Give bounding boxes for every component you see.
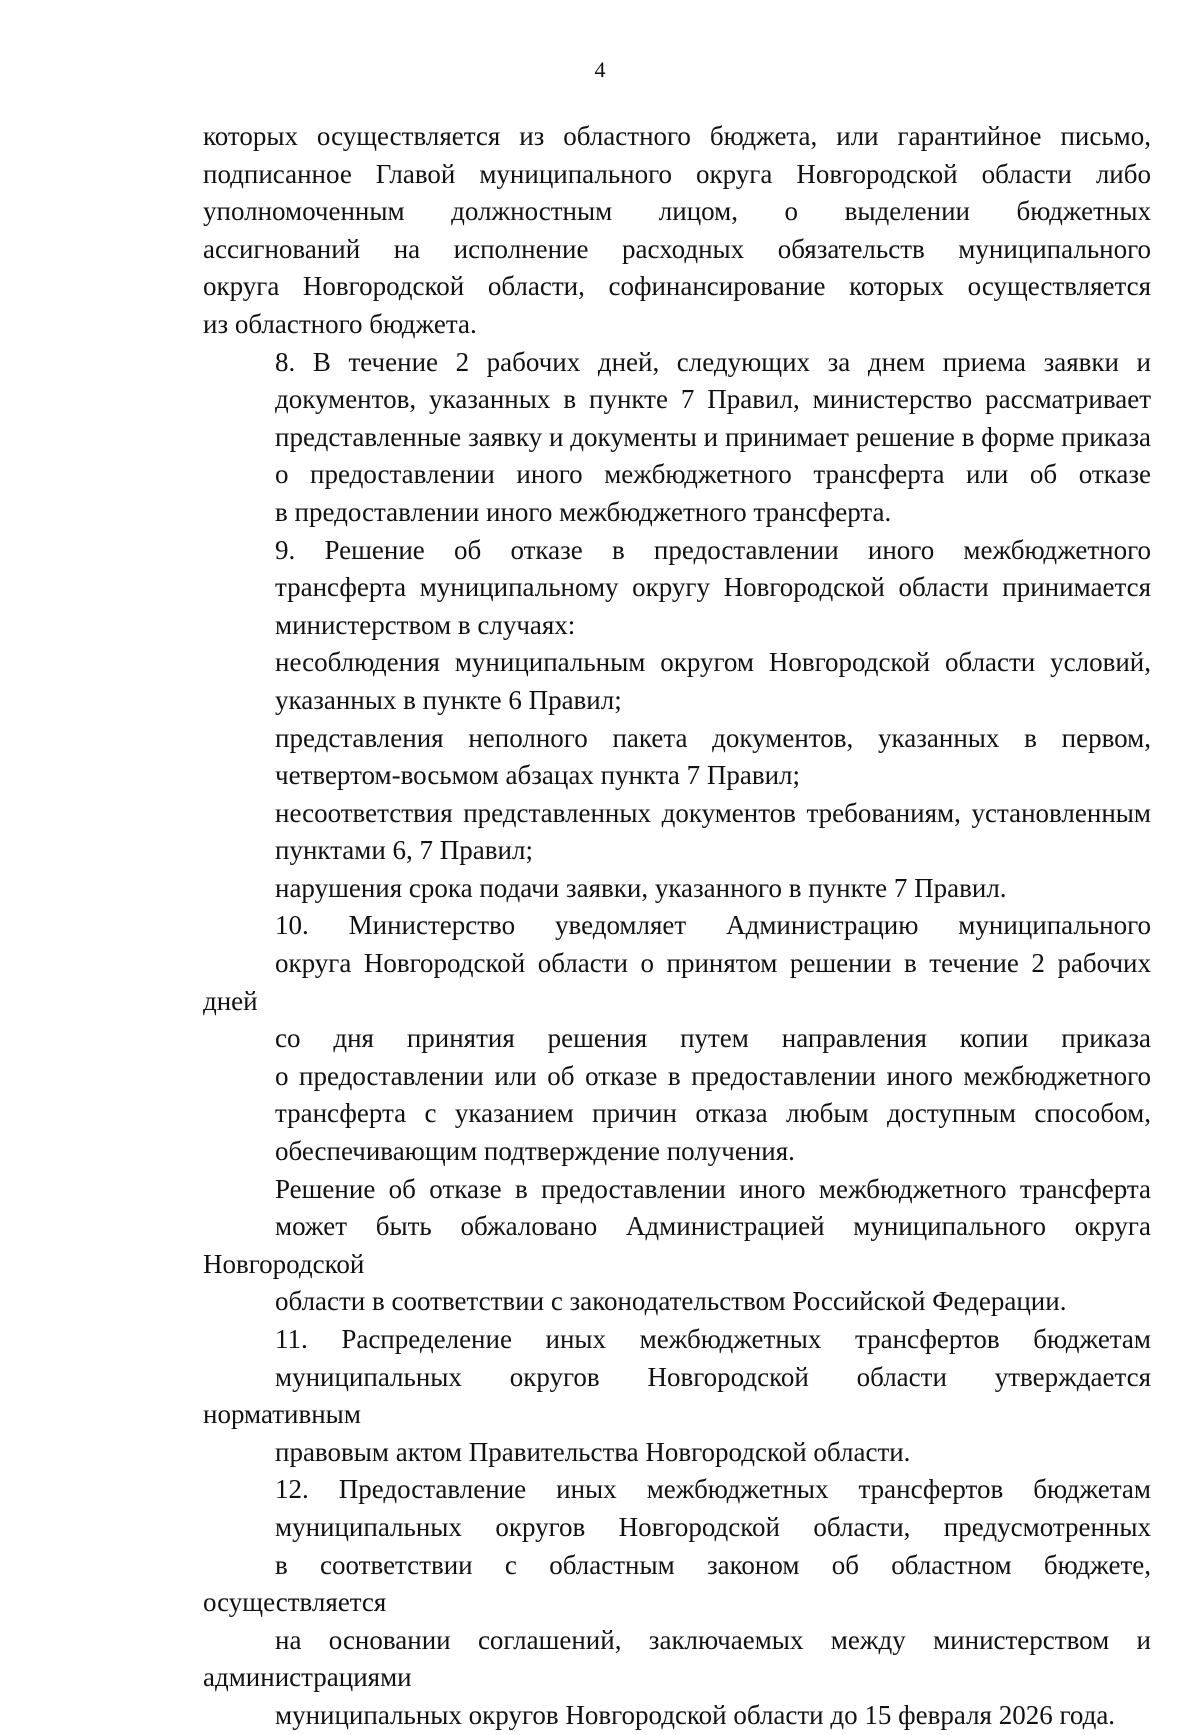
text-line: со дня принятия решения путем направления копии приказа xyxy=(275,1023,1151,1054)
text-line: министерством в случаях: xyxy=(275,609,576,640)
document-body xyxy=(203,118,1151,1735)
text-line: которых осуществляется из областного бюджета, или гарантийное письмо, xyxy=(203,121,1151,151)
text-line: 11. Распределение иных межбюджетных трансфертов бюджетам xyxy=(275,1324,1151,1354)
text-line: на основании соглашений, заключаемых между министерством и администрациями xyxy=(203,1624,1151,1693)
text-line: Решение об отказе в предоставлении иного межбюджетного трансферта xyxy=(275,1173,1151,1204)
text-line: муниципальных округов Новгородской области утверждается нормативным xyxy=(203,1361,1151,1430)
text-line: несоблюдения муниципальным округом Новгородской области условий, xyxy=(275,647,1151,678)
text-line: о предоставлении или об отказе в предоставлении иного межбюджетного xyxy=(275,1060,1151,1091)
paragraph xyxy=(203,907,1151,1170)
text-line: документов, указанных в пункте 7 Правил, министерство рассматривает xyxy=(275,384,1151,415)
paragraph xyxy=(203,720,1151,795)
paragraph xyxy=(203,795,1151,870)
text-line: обеспечивающим подтверждение получения. xyxy=(275,1136,795,1167)
paragraph xyxy=(203,870,1151,908)
text-line: муниципальных округов Новгородской области, предусмотренных xyxy=(275,1511,1151,1542)
paragraph xyxy=(203,1471,1151,1734)
text-line: пунктами 6, 7 Правил; xyxy=(275,835,533,866)
text-line: 8. В течение 2 рабочих дней, следующих за днем приема заявки и xyxy=(275,346,1151,377)
text-line: представления неполного пакета документов, указанных в первом, xyxy=(275,722,1151,753)
text-line: из областного бюджета. xyxy=(203,308,477,339)
paragraph xyxy=(203,1171,1151,1321)
text-line: 9. Решение об отказе в предоставлении иного межбюджетного xyxy=(275,534,1151,565)
text-line: округа Новгородской области о принятом решении в течение 2 рабочих дней xyxy=(203,948,1151,1016)
text-line: 10. Министерство уведомляет Администрацию муниципального xyxy=(275,910,1151,941)
text-line: подписанное Главой муниципального округа Новгородской области либо xyxy=(203,158,1151,189)
text-line: нарушения срока подачи заявки, указанного в пункте 7 Правил. xyxy=(275,872,1007,903)
paragraph xyxy=(203,532,1151,645)
paragraph xyxy=(203,1321,1151,1471)
text-line: округа Новгородской области, софинансирование которых осуществляется xyxy=(203,271,1151,302)
text-line: 12. Предоставление иных межбюджетных трансфертов бюджетам xyxy=(275,1474,1151,1505)
text-line: в предоставлении иного межбюджетного трансферта. xyxy=(275,496,892,527)
paragraph xyxy=(203,344,1151,532)
text-line: муниципальных округов Новгородской области до 15 февраля 2026 года. xyxy=(275,1699,1116,1730)
paragraph xyxy=(203,118,1151,344)
text-line: представленные заявку и документы и принимает решение в форме приказа xyxy=(275,421,1151,452)
text-line: ассигнований на исполнение расходных обязательств муниципального xyxy=(203,233,1151,264)
text-line: четвертом-восьмом абзацах пункта 7 Правил; xyxy=(275,760,801,791)
text-line: указанных в пункте 6 Правил; xyxy=(275,684,622,715)
text-line: о предоставлении иного межбюджетного трансферта или об отказе xyxy=(275,459,1151,490)
text-line: области в соответствии с законодательством Российской Федерации. xyxy=(275,1286,1067,1317)
text-line: правовым актом Правительства Новгородской области. xyxy=(275,1436,911,1467)
text-line: может быть обжаловано Администрацией муниципального округа Новгородской xyxy=(203,1211,1151,1279)
text-line: в соответствии с областным законом об областном бюджете, осуществляется xyxy=(203,1549,1151,1618)
page-number: 4 xyxy=(594,57,606,82)
paragraph xyxy=(203,644,1151,719)
text-line: трансферта с указанием причин отказа любым доступным способом, xyxy=(275,1098,1151,1129)
text-line: несоответствия представленных документов требованиям, установленным xyxy=(275,797,1151,828)
text-line: трансферта муниципальному округу Новгородской области принимается xyxy=(275,572,1151,603)
text-line: уполномоченным должностным лицом, о выделении бюджетных xyxy=(203,196,1151,227)
